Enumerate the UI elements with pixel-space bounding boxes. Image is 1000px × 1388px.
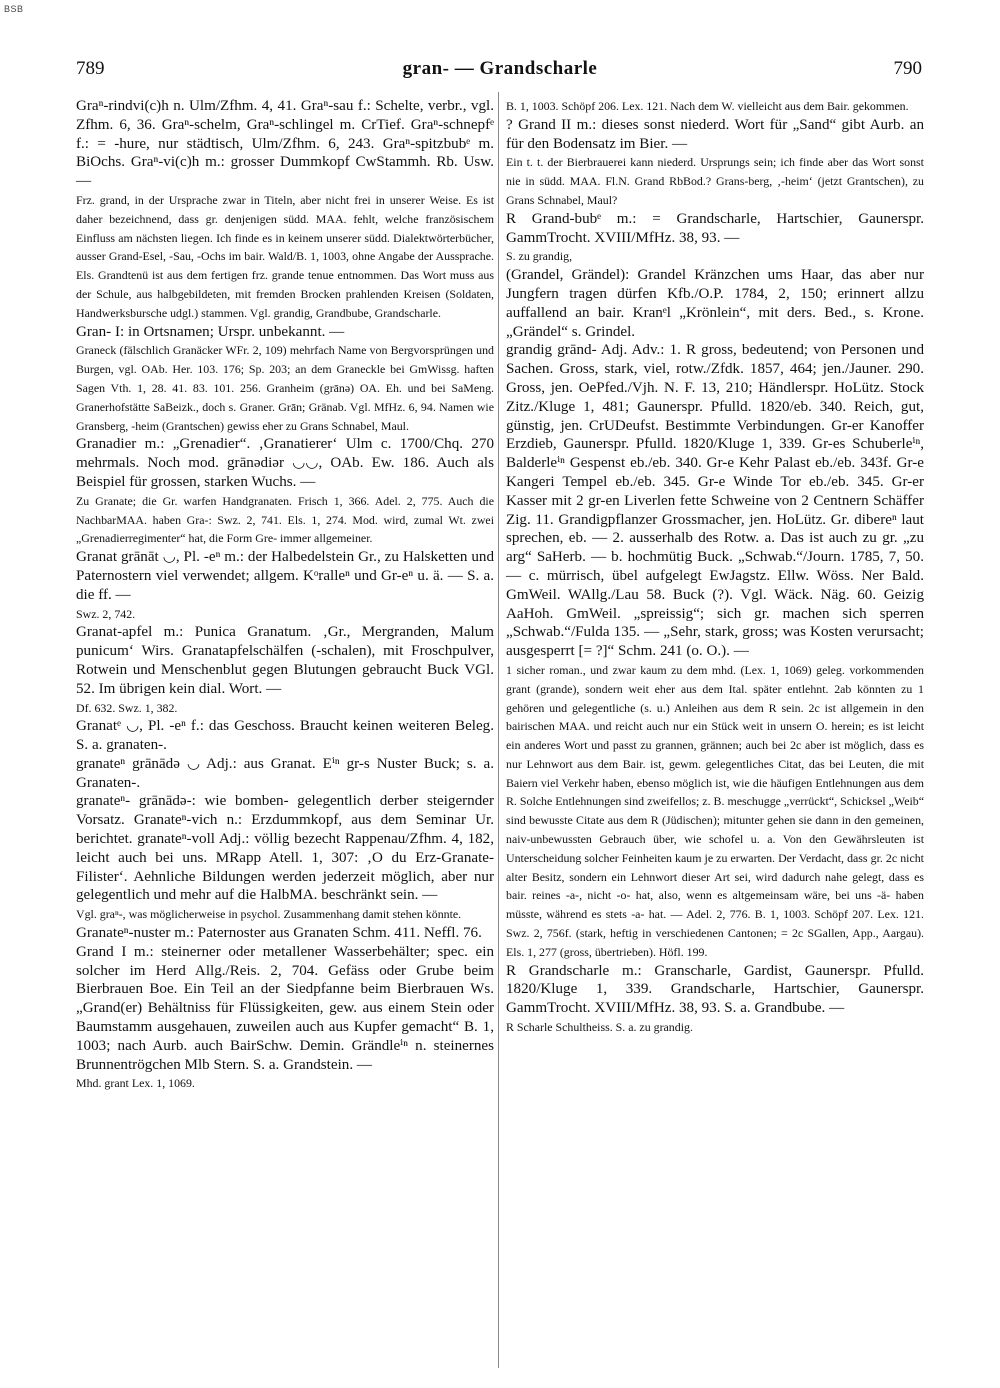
library-stamp: BSB	[4, 4, 24, 14]
dictionary-entry: Granateⁿ-nuster m.: Paternoster aus Granaten Schm. 411. Neffl. 76.	[76, 925, 482, 942]
dictionary-entry: (Grandel, Grändel): Grandel Kränzchen ums Haar, das aber nur Jungfern tragen dürfen Kfb./O.P. 1784, 2, 150; erinnert allzu auffallend an bair. Kranᵉl „Krönlein“, mit ders. Bed., s. Krone. „Grändel“ s. Grindel.	[506, 267, 924, 340]
etymology-note: 1 sicher roman., und zwar kaum zu dem mhd. (Lex. 1, 1069) geleg. vorkommenden grant (grande), sondern weit eher aus dem Ital. später entlehnt. 2ab könnten zu 1 gehören und gelegentliche (s. u.) Anleihen aus dem R sein. 2c ist allgemein in den bairischen MAA. und reicht auch nur ein Stück weit in unsern O. herein; es ist leicht ein anderes Wort und passt zu grannen, grännen; auch bei 2c aber ist möglich, dass es nur Lehnwort aus dem Bair. ist, gewm. gelegentliches Citat, das bei Leuten, die mit Baiern viel Verkehr haben, ebenso möglich ist, wie die häufigen Entlehnungen aus dem R. Solche Entlehnungen sind zweifellos; z. B. meschugge „verrückt“, Schicksel „Weib“ sind bewusste Citate aus dem R (Jüdischen); mitunter gehen sie dann in den gemeinen, naiv-unbewussten Gebrauch über, wie schofel u. a. Von den Gewährsleuten ist Unterscheidung solcher Feinheiten kaum je zu erwarten. Der Verdacht, dass gr. 2c nicht alter Besitz, sondern ein Lehnwort dieser Art sei, wird dadurch nahe gelegt, dass es bair. reines -a-, nicht -o- hat, also, wenn es altgemeinsam wäre, bei uns -ä- haben müsste, während es stets -a- hat. — Adel. 2, 776. B. 1, 1003. Schöpf 207. Lex. 121. Swz. 2, 756f. (stark, heftig in verschiedenen Cantonen; = 2c SGallen, App., Aargau). Els. 1, 277 (gross, übertrieben). Höfl. 199.	[506, 662, 924, 959]
dictionary-entry: Granadier m.: „Grenadier“. ‚Granatierer‘ Ulm c. 1700/Chq. 270 mehrmals. Noch mod. grānədiər ◡◡, OAb. Ew. 186. Auch als Beispiel für grossen, starken Wuchs. —	[76, 436, 494, 490]
dictionary-entry: Granatᵉ ◡, Pl. -eⁿ f.: das Geschoss. Braucht keinen weiteren Beleg. S. a. granaten-.	[76, 718, 494, 754]
dictionary-entry: grandig grānd- Adj. Adv.: 1. R gross, bedeutend; von Personen und Sachen. Gross, stark, viel, rotw./Zfdk. 1857, 464; jen./Jauner. 290. Gross, jen. OePfed./Vjh. N. F. 13, 210; Händlerspr. HoLütz. Stock Zitz./Kluge 1, 481; Gaunerspr. Pfulld. 1820/eb. 340. Reich, gut, günstig, jen. CrUDeufst. Bestimmte Verbindungen. Gr-er Kanoffer Erzdieb, Gaunerspr. Pfulld. 1820/Kluge 1, 339. Gr-es Schuberleⁱⁿ, Balderleⁱⁿ Gespenst eb./eb. 340. Gr-e Kehr Palast eb./eb. 343f. Gr-e Kangeri Tempel eb./eb. 345. Gr-e Winde Tor eb./eb. 345. Gr-er Kasser mit 2 gr-en Liverlen fette Schweine von 2 Centnern Schäffer Zig. 11. Grandigpflanzer Grossmacher, jen. HoLütz. Gr. dibereⁿ laut sprechen, eb. — 2. ausserhalb des Rotw. a. Das ist auch zu gr. „zu arg“ SaHerb. — b. hochmütig Buck. „Schwab.“/Journ. 1785, 7, 50. — c. mürrisch, übel aufgelegt EwJagstz. Ellw. Wöss. Ner Bald. GmWeil. WAllg./Lau 58. Buck (?). Vgl. Wäck. Näg. 60. Geizig AaHoh. GmWeil. „spreissig“; sich gr. machen sich sperren „Schwab.“/Fulda 135. — „Sehr, stark, gross; was Kosten verursacht; ausgesperrt [= ?]“ Schm. 241 (o. O.). —	[506, 342, 924, 660]
dictionary-entry: granateⁿ- grānādə-: wie bomben- gelegentlich derber steigernder Vorsatz. Granateⁿ-vich n.: Erzdummkopf, aus dem Seminar Ur. berichtet. granateⁿ-voll Adj.: völlig bezecht Rappenau/Zfhm. 4, 182, leicht auch bei uns. MRapp Atell. 1, 307: ‚O du Erz-Granate-Filister‘. Aehnliche Bildungen werden jederzeit möglich, aber nur gelegentlich und mehr auf die HalbMA. beschränkt sein. —	[76, 793, 494, 904]
dictionary-entry: Granat-apfel m.: Punica Granatum. ‚Gr., Mergranden, Malum punicum‘ Wirs. Granatapfelschälfen (-schalen), mit Froschpulver, Rotwein und Menschenblut gegen Blutungen gebraucht Buck VGl. 52. Im übrigen kein dial. Wort. —	[76, 624, 494, 697]
etymology-note: Swz. 2, 742.	[76, 606, 136, 621]
dictionary-entry: Gran- I: in Ortsnamen; Urspr. unbekannt. —	[76, 323, 345, 340]
page-number-right: 790	[893, 58, 922, 79]
etymology-note: Frz. grand, in der Ursprache zwar in Titeln, aber nicht frei in unserer Weise. Es ist daher bezeichnend, dass gr. denjenigen südd. MAA. fehlt, welche französischem Einfluss am nächsten liegen. Ich finde es in keinem unserer südd. Dialektwörterbücher, ausser Grand-Esel, -Sau, -Ochs im bair. Wald/B. 1, 1003, ohne Angabe der Aussprache. Els. Grandtenü ist aus dem fertigen frz. grande tenue entnommen. Das Wort muss aus der Schule, aus halbgebildeten, mit fremden Brocken prahlenden Kreisen (Soldaten, Handwerksbursche udgl.) stammen. Vgl. grandig, Grandbube, Grandscharle.	[76, 192, 494, 320]
etymology-note: Mhd. grant Lex. 1, 1069.	[76, 1076, 195, 1091]
left-column	[76, 97, 494, 1093]
right-column	[506, 97, 924, 1037]
dictionary-entry: Grand I m.: steinerner oder metallener Wasserbehälter; spec. ein solcher im Herd Allg./Reis. 2, 704. Gefäss oder Grube beim Bierbrauen Boe. Ein Teil an der Siedpfanne beim Bierbrauen Ws. „Grand(er) Behältniss für Flüssigkeiten, gew. aus einem Stein oder Baumstamm ausgehauen, zuweilen auch aus Kupfer gemacht“ B. 1, 1003; nach Aurb. auch BairSchw. Demin. Grändleⁱⁿ n. steinernes Brunnentrögchen Mlb Stern. S. a. Grandstein. —	[76, 943, 494, 1073]
dictionary-entry: R Grand-bubᵉ m.: = Grandscharle, Hartschier, Gaunerspr. GammTrocht. XVIII/MfHz. 38, 93. —	[506, 210, 924, 246]
etymology-note: Zu Granate; die Gr. warfen Handgranaten. Frisch 1, 366. Adel. 2, 775. Auch die NachbarMAA. haben Gra-: Swz. 2, 741. Els. 1, 274. Mod. wird, zumal Wt. zwei „Grenadierregimenter“ hat, die Form Gre- immer allgemeiner.	[76, 493, 494, 546]
etymology-note: B. 1, 1003. Schöpf 206. Lex. 121. Nach dem W. vielleicht aus dem Bair. gekommen.	[506, 99, 909, 113]
dictionary-entry: Granat grānāt ◡, Pl. -eⁿ m.: der Halbedelstein Gr., zu Halsketten und Paternostern viel verwendet; allgem. Kᵒralleⁿ und Gr-eⁿ u. ä. — S. a. die ff. —	[76, 549, 494, 603]
etymology-note: S. zu grandig,	[506, 249, 573, 264]
dictionary-entry: ? Grand II m.: dieses sonst niederd. Wort für „Sand“ gibt Aurb. an für den Bodensatz im Bier. —	[506, 116, 924, 152]
etymology-note: Graneck (fälschlich Granäcker WFr. 2, 109) mehrfach Name von Bergvorsprüngen und Burgen, vgl. OAb. Her. 103. 176; Sp. 203; an dem Graneckle bei GmWissg. haften Sagen Vth. 1, 28. 41. 83. 101. 256. Granheim (grānə) OA. Eh. und bei SaMeng. Granerhofstätte SaBeizk., doch s. Graner. Grān; Gränab. Vgl. MfHz. 6, 94. Namen wie Gransberg, -heim (Grantschen) gewiss eher zu Grans Schnabel, Maul.	[76, 343, 494, 433]
page-number-left: 789	[76, 58, 105, 79]
etymology-note: R Scharle Schultheiss. S. a. zu grandig.	[506, 1020, 693, 1035]
column-divider	[498, 92, 499, 1368]
dictionary-entry: Graⁿ-rindvi(c)h n. Ulm/Zfhm. 4, 41. Graⁿ-sau f.: Schelte, verbr., vgl. Zfhm. 6, 36. Graⁿ-schelm, Graⁿ-schlingel m. CrTief. Graⁿ-schnepfᵉ f.: = -hure, nur städtisch, Ulm/Zfhm. 6, 243. Graⁿ-spitzbubᵉ m. BiOchs. Graⁿ-vi(c)h m.: grosser Dummkopf CwStammh. Rb. Usw. —	[76, 98, 494, 190]
etymology-note: Df. 632. Swz. 1, 382.	[76, 700, 178, 715]
dictionary-entry: granateⁿ grānādə ◡ Adj.: aus Granat. Eⁱⁿ gr-s Nuster Buck; s. a. Granaten-.	[76, 755, 494, 791]
dictionary-entry: R Grandscharle m.: Granscharle, Gardist, Gaunerspr. Pfulld. 1820/Kluge 1, 339. Grandscharle, Hartschier, Gaunerspr. GammTrocht. XVIII/MfHz. 38, 93. S. a. Grandbube. —	[506, 962, 924, 1017]
etymology-note: Vgl. graⁿ-, was möglicherweise in psychol. Zusammenhang damit stehen könnte.	[76, 907, 462, 922]
running-header	[0, 58, 1000, 82]
etymology-note: Ein t. t. der Bierbrauerei kann niederd. Ursprungs sein; ich finde aber das Wort sonst nie in südd. MAA. Fl.N. Grand RbBod.? Grans-berg, ‚-heim‘ (jetzt Grantschen), zu Grans Schnabel, Maul?	[506, 155, 924, 207]
page-title: gran- — Grandscharle	[402, 58, 598, 79]
